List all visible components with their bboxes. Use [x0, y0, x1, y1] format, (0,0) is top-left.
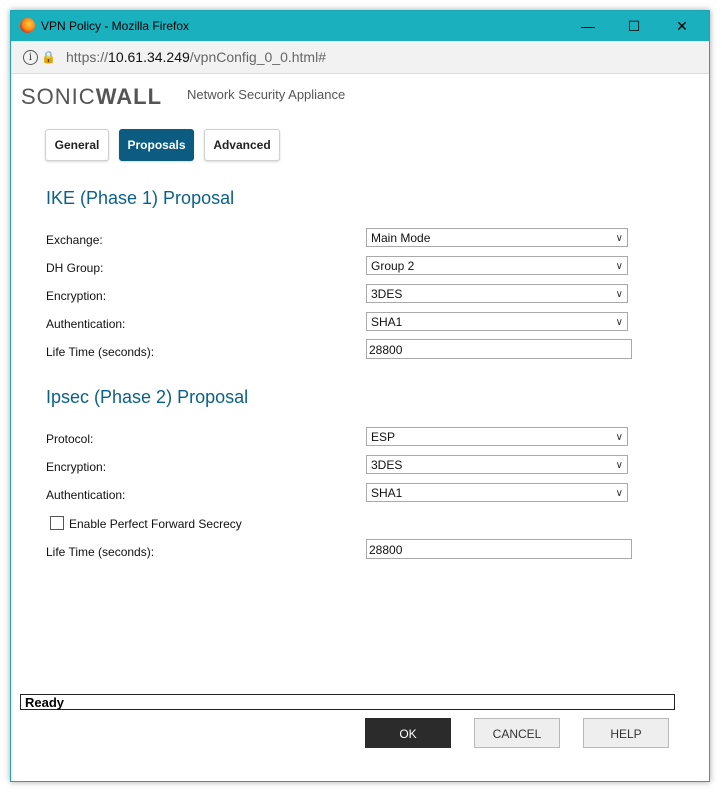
ike-authentication-select[interactable] [366, 312, 628, 331]
pfs-checkbox[interactable] [50, 516, 64, 530]
exchange-select[interactable] [366, 228, 628, 247]
firefox-icon [20, 18, 35, 33]
ike-authentication-value: SHA1 [371, 315, 403, 329]
ike-section-title: IKE (Phase 1) Proposal [46, 188, 235, 208]
ipsec-authentication-select[interactable] [366, 483, 628, 502]
tab-advanced[interactable]: Advanced [204, 129, 280, 161]
dh-group-value: Group 2 [371, 259, 415, 273]
chevron-down-icon: ∨ [615, 261, 623, 272]
url-prefix: https:// [66, 49, 109, 65]
title-bar [11, 11, 709, 41]
ipsec-section-title: Ipsec (Phase 2) Proposal [46, 387, 249, 407]
chevron-down-icon: ∨ [615, 233, 623, 244]
ipsec-lifetime-input[interactable]: 28800 [366, 539, 632, 559]
logo-part-wall: WALL [95, 84, 163, 109]
dh-group-label: DH Group: [46, 261, 104, 275]
appliance-subtitle: Network Security Appliance [187, 87, 346, 102]
ike-authentication-label: Authentication: [46, 317, 126, 331]
vpn-policy-window [10, 10, 710, 782]
close-button[interactable]: ✕ [676, 18, 688, 34]
status-bar: Ready [20, 694, 675, 710]
ipsec-authentication-value: SHA1 [371, 486, 403, 500]
cancel-button[interactable]: CANCEL [474, 718, 560, 748]
help-button[interactable]: HELP [583, 718, 669, 748]
url-host: 10.61.34.249 [108, 49, 190, 65]
dh-group-select[interactable] [366, 256, 628, 275]
logo-part-sonic: SONIC [21, 84, 96, 109]
ipsec-encryption-select[interactable] [366, 455, 628, 474]
ok-button[interactable]: OK [365, 718, 451, 748]
info-icon[interactable]: i [23, 50, 38, 65]
tab-proposals[interactable]: Proposals [119, 129, 194, 161]
url-text[interactable] [66, 49, 326, 65]
tab-general[interactable]: General [45, 129, 109, 161]
exchange-value: Main Mode [371, 231, 431, 245]
ipsec-lifetime-label: Life Time (seconds): [46, 545, 155, 559]
minimize-button[interactable]: — [581, 18, 595, 34]
ipsec-encryption-value: 3DES [371, 458, 403, 472]
lock-warning-icon[interactable]: 🔒 [41, 50, 56, 64]
pfs-label[interactable]: Enable Perfect Forward Secrecy [69, 517, 242, 531]
protocol-label: Protocol: [46, 432, 94, 446]
chevron-down-icon: ∨ [615, 488, 623, 499]
ike-encryption-value: 3DES [371, 287, 403, 301]
url-path: /vpnConfig_0_0.html# [189, 49, 326, 65]
protocol-select[interactable] [366, 427, 628, 446]
ike-lifetime-input[interactable]: 28800 [366, 339, 632, 359]
chevron-down-icon: ∨ [615, 317, 623, 328]
chevron-down-icon: ∨ [615, 289, 623, 300]
sonicwall-logo [21, 84, 162, 110]
ipsec-authentication-label: Authentication: [46, 488, 126, 502]
ike-encryption-label: Encryption: [46, 289, 107, 303]
exchange-label: Exchange: [46, 233, 103, 247]
protocol-value: ESP [371, 430, 396, 444]
ipsec-encryption-label: Encryption: [46, 460, 107, 474]
ike-lifetime-label: Life Time (seconds): [46, 345, 155, 359]
maximize-button[interactable]: ☐ [627, 18, 641, 34]
chevron-down-icon: ∨ [615, 460, 623, 471]
chevron-down-icon: ∨ [615, 432, 623, 443]
ike-encryption-select[interactable] [366, 284, 628, 303]
window-title: VPN Policy - Mozilla Firefox [41, 19, 190, 33]
address-bar[interactable] [11, 41, 709, 74]
